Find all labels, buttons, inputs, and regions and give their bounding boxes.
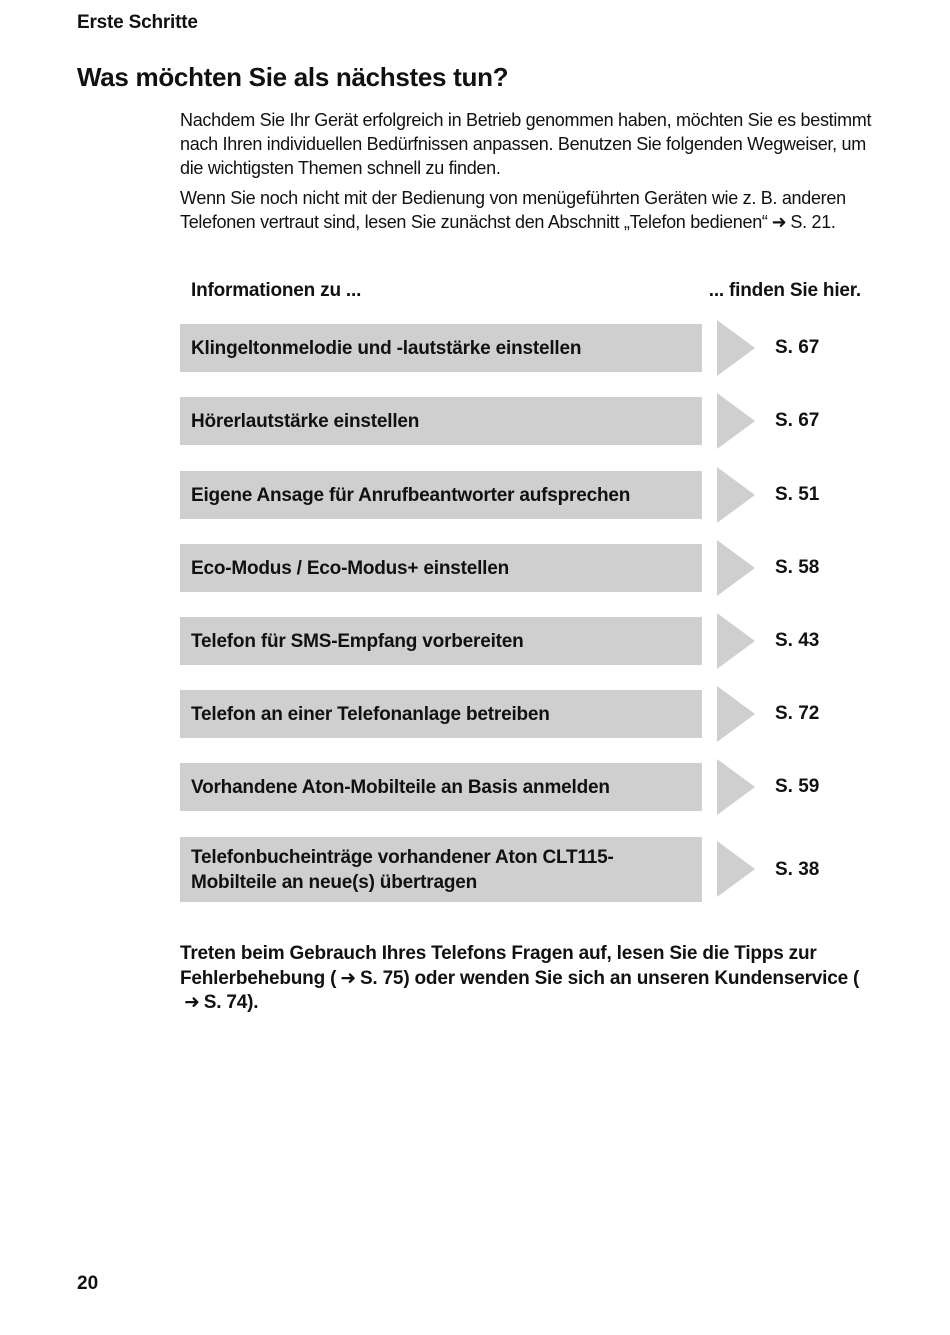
arrow-right-icon (717, 759, 755, 815)
table-header-page: ... finden Sie hier. (708, 280, 861, 301)
guide-row-topic[interactable]: Telefonbucheinträge vorhandener Aton CLT115-Mobilteile an neue(s) übertragen (180, 837, 702, 902)
troubleshooting-reference-link[interactable]: S. 75 (359, 967, 404, 989)
guide-row-topic[interactable]: Telefon an einer Telefonanlage betreiben (180, 690, 702, 738)
arrow-right-icon (717, 686, 755, 742)
guide-row-topic[interactable]: Hörerlautstärke einstellen (180, 397, 702, 445)
guide-row-topic[interactable]: Klingeltonmelodie und -lautstärke einstellen (180, 324, 702, 372)
section-header: Erste Schritte (77, 12, 198, 33)
guide-row-page[interactable]: S. 58 (775, 557, 820, 578)
customer-service-reference-link[interactable]: S. 74 (203, 992, 248, 1013)
guide-row-page[interactable]: S. 43 (775, 630, 820, 651)
arrow-right-icon: ➜ (184, 992, 200, 1013)
guide-row-page[interactable]: S. 67 (775, 410, 820, 431)
support-note (180, 942, 880, 1016)
support-note-text: ) oder wenden Sie sich an unseren Kundenservice ( (403, 967, 860, 989)
arrow-right-icon (717, 613, 755, 669)
guide-row-page[interactable]: S. 38 (775, 858, 820, 880)
table-header-topic: Informationen zu ... (191, 280, 362, 301)
arrow-right-icon (717, 393, 755, 449)
intro-paragraph-1: Nachdem Sie Ihr Gerät erfolgreich in Betrieb genommen haben, möchten Sie es bestimmt nach Ihren individuellen Bedürfnissen anpassen. Benutzen Sie folgenden Wegweiser, um die wichtigsten Themen schnell zu finden. (180, 110, 872, 178)
guide-row (180, 324, 870, 372)
guide-row-topic[interactable]: Eco-Modus / Eco-Modus+ einstellen (180, 544, 702, 592)
arrow-right-icon (717, 841, 755, 897)
support-note-text: Treten beim Gebrauch Ihres Telefons Fragen auf, lesen Sie die Tipps zur Fehlerbehebung ( (180, 943, 817, 989)
support-note-text: ). (247, 992, 259, 1013)
arrow-right-icon: ➜ (771, 212, 787, 232)
guide-row-topic[interactable]: Vorhandene Aton-Mobilteile an Basis anmelden (180, 763, 702, 811)
guide-row (180, 690, 870, 738)
intro-paragraph-2 (180, 186, 872, 234)
guide-row (180, 617, 870, 665)
guide-row (180, 837, 870, 902)
guide-row-page[interactable]: S. 59 (775, 776, 820, 797)
guide-row (180, 397, 870, 445)
page-reference-link[interactable]: S. 21. (790, 212, 836, 232)
page-number: 20 (77, 1273, 99, 1294)
guide-row-page[interactable]: S. 72 (775, 703, 820, 724)
arrow-right-icon (717, 320, 755, 376)
arrow-right-icon (717, 540, 755, 596)
guide-row (180, 544, 870, 592)
guide-row-topic[interactable]: Eigene Ansage für Anrufbeantworter aufsprechen (180, 471, 702, 519)
guide-row-page[interactable]: S. 67 (775, 337, 820, 358)
guide-row-page[interactable]: S. 51 (775, 484, 820, 505)
guide-row (180, 471, 870, 519)
intro-paragraph-2-text: Wenn Sie noch nicht mit der Bedienung von menügeführten Geräten wie z. B. anderen Telefonen vertraut sind, lesen Sie zunächst den Abschnitt „Telefon bedienen“ (180, 188, 846, 232)
arrow-right-icon (717, 467, 755, 523)
guide-row-topic[interactable]: Telefon für SMS-Empfang vorbereiten (180, 617, 702, 665)
guide-row (180, 763, 870, 811)
page-title: Was möchten Sie als nächstes tun? (77, 62, 509, 92)
arrow-right-icon: ➜ (340, 967, 356, 989)
